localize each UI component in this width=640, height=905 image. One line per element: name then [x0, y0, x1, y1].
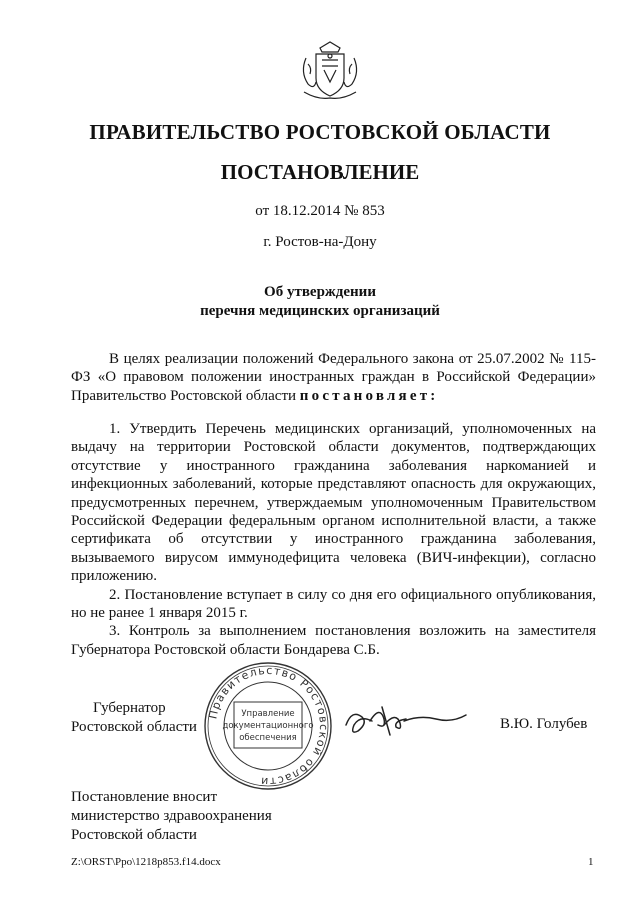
note-line: министерство здравоохранения [71, 808, 272, 824]
official-stamp [202, 660, 334, 792]
subject-line-2: перечня медицинских организаций [200, 303, 440, 319]
resolution-item: 3. Контроль за выполнением постановления возложить на заместителя Губернатора Ростовской области Бондарева С.Б. [71, 623, 596, 658]
handwritten-signature [340, 695, 470, 745]
document-city: г. Ростов-на-Дону [263, 234, 377, 250]
resolution-items [71, 420, 596, 659]
note-line: Ростовской области [71, 827, 197, 843]
resolution-item: 2. Постановление вступает в силу со дня его официального опубликования, но не ранее 1 января 2015 г. [71, 586, 596, 622]
government-title: ПРАВИТЕЛЬСТВО РОСТОВСКОЙ ОБЛАСТИ [89, 120, 551, 144]
position-line-1: Губернатор [93, 700, 166, 716]
note-line: Постановление вносит [71, 789, 218, 805]
signatory-name: В.Ю. Голубев [500, 716, 588, 732]
stamp-center-line: Управление [241, 709, 295, 719]
document-date-number: от 18.12.2014 № 853 [255, 203, 385, 219]
document-subject [0, 283, 640, 321]
intro-paragraph [71, 350, 596, 405]
stamp-center-line: документационного [222, 721, 314, 731]
stamp-ring-text: Правительство Ростовской области [206, 663, 331, 789]
submission-note [71, 788, 272, 845]
resolves-word: постановляет: [299, 387, 439, 404]
document-type: ПОСТАНОВЛЕНИЕ [220, 160, 420, 184]
intro-text: В целях реализации положений Федерального закона от 25.07.2002 № 115-ФЗ «О правовом положении иностранных граждан в Российской Федерации» Правительство Ростовской области [71, 351, 596, 404]
coat-of-arms-icon [298, 38, 362, 104]
resolution-item: 1. Утвердить Перечень медицинских организаций, уполномоченных на выдачу на территории Ростовской области документов, подтверждающих отсутствие у иностранного гражданина заболевания наркоманией и инфекционных заболеваний, которые представляют опасность для окружающих, предусмотренных перечнем, утверждаемым уполномоченным Правительством Российской Федерации федеральным органом исполнительной власти, а также сертификата об отсутствии у иностранного гражданина заболевания, вызываемого вирусом иммунодефицита человека (ВИЧ-инфекции), согласно приложению. [71, 421, 596, 585]
file-path: Z:\ORST\Ppo\1218p853.f14.docx [71, 856, 221, 868]
subject-line-1: Об утверждении [264, 284, 376, 300]
stamp-center-line: обеспечения [239, 733, 297, 743]
signatory-position [71, 699, 197, 737]
page-number: 1 [588, 856, 594, 868]
position-line-2: Ростовской области [71, 719, 197, 735]
